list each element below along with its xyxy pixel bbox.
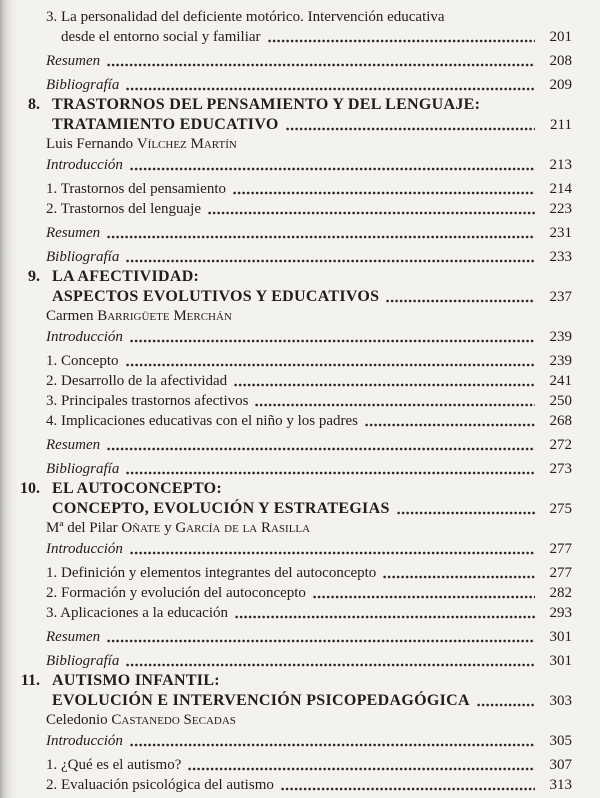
author-name-part: Vílchez Martín <box>136 136 237 152</box>
page-number: 273 <box>549 461 572 477</box>
dot-leader <box>255 403 535 407</box>
toc-item <box>46 583 572 603</box>
chapter-title: TRATAMIENTO EDUCATIVO <box>52 116 279 133</box>
label-text: Bibliografía <box>46 77 120 93</box>
dot-leader <box>107 639 535 643</box>
label-text: Bibliografía <box>46 653 120 669</box>
dot-leader <box>126 471 535 475</box>
toc-label-entry <box>46 435 572 455</box>
chapter-title: CONCEPTO, EVOLUCIÓN Y ESTRATEGIAS <box>52 500 390 517</box>
author-line <box>46 711 572 730</box>
toc-item <box>46 411 572 431</box>
item-text: 3. Principales trastornos afectivos <box>46 393 249 409</box>
page-number: 293 <box>549 605 572 621</box>
chapter-title: AUTISMO INFANTIL: <box>52 672 220 689</box>
chapter-title: EL AUTOCONCEPTO: <box>52 480 223 497</box>
dot-leader <box>477 703 535 707</box>
page-number: 268 <box>549 413 572 429</box>
chapter-title: EVOLUCIÓN E INTERVENCIÓN PSICOPEDAGÓGICA <box>52 692 470 709</box>
toc-label-entry <box>46 539 572 559</box>
toc-item <box>46 755 572 775</box>
toc-label-entry <box>46 651 572 671</box>
page-number: 282 <box>549 585 572 601</box>
author-name <box>46 135 237 154</box>
chapter-title: LA AFECTIVIDAD: <box>52 268 200 285</box>
dot-leader <box>126 363 536 367</box>
label-text: Introducción <box>46 157 123 173</box>
toc-item-line2 <box>46 27 572 47</box>
dot-leader <box>268 39 535 43</box>
page-number: 275 <box>549 501 572 517</box>
dot-leader <box>386 299 535 303</box>
label-text: Introducción <box>46 733 123 749</box>
toc-item <box>46 603 572 623</box>
label-text: Bibliografía <box>46 249 120 265</box>
chapter-title: ASPECTOS EVOLUTIVOS Y EDUCATIVOS <box>52 288 380 305</box>
chapter-heading-line2 <box>46 691 572 711</box>
dot-leader <box>208 211 535 215</box>
dot-leader <box>130 743 535 747</box>
page-number: 233 <box>549 249 572 265</box>
item-text: 1. Concepto <box>46 353 119 369</box>
dot-leader <box>107 235 535 239</box>
author-name <box>46 711 236 730</box>
page-number: 305 <box>549 733 572 749</box>
dot-leader <box>107 63 535 67</box>
toc-item <box>46 351 572 371</box>
page-number: 301 <box>549 629 572 645</box>
dot-leader <box>365 423 535 427</box>
page-number: 277 <box>549 565 572 581</box>
page-number: 303 <box>549 693 572 709</box>
author-name-part: Celedonio <box>46 712 112 728</box>
dot-leader <box>234 383 535 387</box>
page-number: 209 <box>549 77 572 93</box>
dot-leader <box>233 191 535 195</box>
label-text: Introducción <box>46 541 123 557</box>
chapter-number: 9. <box>28 268 40 285</box>
toc-label-entry <box>46 155 572 175</box>
toc-label-entry <box>46 51 572 71</box>
page-number: 239 <box>549 329 572 345</box>
chapter-heading-line2 <box>46 115 572 135</box>
page-number: 307 <box>549 757 572 773</box>
dot-leader <box>130 167 535 171</box>
author-name-part: Mª del Pilar <box>46 520 122 536</box>
author-line <box>46 519 572 538</box>
page-number: 208 <box>549 53 572 69</box>
toc-item <box>46 179 572 199</box>
author-name-part: García de la Rasilla <box>175 520 311 536</box>
item-text: 2. Formación y evolución del autoconcepto <box>46 585 306 601</box>
toc-label-entry <box>46 459 572 479</box>
item-text: 2. Trastornos del lenguaje <box>46 201 201 217</box>
toc-label-entry <box>46 75 572 95</box>
item-text: 2. Desarrollo de la afectividad <box>46 373 228 389</box>
author-line <box>46 307 572 326</box>
page-number: 213 <box>549 157 572 173</box>
chapter-heading-line2 <box>46 499 572 519</box>
page-number: 272 <box>549 437 572 453</box>
label-text: Introducción <box>46 329 123 345</box>
dot-leader <box>126 87 535 91</box>
page-number: 239 <box>549 353 572 369</box>
item-text-continued: desde el entorno social y familiar <box>61 29 261 45</box>
item-text: 1. Definición y elementos integrantes del autoconcepto <box>46 565 377 581</box>
dot-leader <box>286 127 535 131</box>
page-number: 250 <box>549 393 572 409</box>
dot-leader <box>281 787 535 791</box>
dot-leader <box>130 551 535 555</box>
label-text: Resumen <box>46 225 101 241</box>
item-text: 2. Evaluación psicológica del autismo <box>46 777 274 793</box>
page-number: 201 <box>549 29 572 45</box>
label-text: Resumen <box>46 629 101 645</box>
chapter-heading-line1 <box>28 267 572 287</box>
page-number: 214 <box>549 181 572 197</box>
dot-leader <box>126 259 535 263</box>
author-name-part: Carmen <box>46 308 98 324</box>
dot-leader <box>130 339 535 343</box>
chapter-heading-line1 <box>28 95 572 115</box>
chapter-heading-line2 <box>46 287 572 307</box>
label-text: Resumen <box>46 53 101 69</box>
author-name <box>46 307 232 326</box>
dot-leader <box>383 575 535 579</box>
toc-item <box>46 199 572 219</box>
dot-leader <box>313 595 535 599</box>
toc-item <box>46 563 572 583</box>
author-name-part: Castanedo Secadas <box>111 712 236 728</box>
page-number: 301 <box>549 653 572 669</box>
page-number: 237 <box>549 289 572 305</box>
item-text: 3. La personalidad del deficiente motórico. Intervención educativa <box>46 9 445 25</box>
author-name-part: Luis Fernando <box>46 136 137 152</box>
chapter-title: TRASTORNOS DEL PENSAMIENTO Y DEL LENGUAJE: <box>52 96 481 113</box>
chapter-number: 10. <box>20 480 40 497</box>
page-number: 313 <box>549 777 572 793</box>
chapter-number: 8. <box>28 96 40 113</box>
toc-item <box>46 391 572 411</box>
label-text: Resumen <box>46 437 101 453</box>
page-number: 241 <box>549 373 572 389</box>
toc-label-entry <box>46 247 572 267</box>
page-number: 231 <box>549 225 572 241</box>
toc-item <box>46 371 572 391</box>
label-text: Bibliografía <box>46 461 120 477</box>
author-name-part: Barrigüete Merchán <box>97 308 232 324</box>
author-name-part: Oñate <box>121 520 161 536</box>
item-text: 4. Implicaciones educativas con el niño y los padres <box>46 413 358 429</box>
toc-item-line1 <box>46 7 572 27</box>
dot-leader <box>188 767 535 771</box>
page-number: 211 <box>550 117 572 133</box>
page-number: 277 <box>549 541 572 557</box>
item-text: 1. ¿Qué es el autismo? <box>46 757 182 773</box>
chapter-heading-line1 <box>20 671 572 691</box>
page-number: 223 <box>549 201 572 217</box>
dot-leader <box>107 447 535 451</box>
author-name <box>46 519 310 538</box>
dot-leader <box>397 511 535 515</box>
toc-list <box>20 7 572 795</box>
toc-label-entry <box>46 731 572 751</box>
dot-leader <box>235 615 535 619</box>
table-of-contents <box>20 7 572 795</box>
item-text: 1. Trastornos del pensamiento <box>46 181 226 197</box>
dot-leader <box>126 663 535 667</box>
toc-item <box>46 775 572 795</box>
item-text: 3. Aplicaciones a la educación <box>46 605 229 621</box>
chapter-heading-line1 <box>20 479 572 499</box>
toc-label-entry <box>46 327 572 347</box>
author-line <box>46 135 572 154</box>
toc-label-entry <box>46 627 572 647</box>
toc-label-entry <box>46 223 572 243</box>
chapter-number: 11. <box>20 672 40 689</box>
author-name-part: y <box>160 520 176 536</box>
